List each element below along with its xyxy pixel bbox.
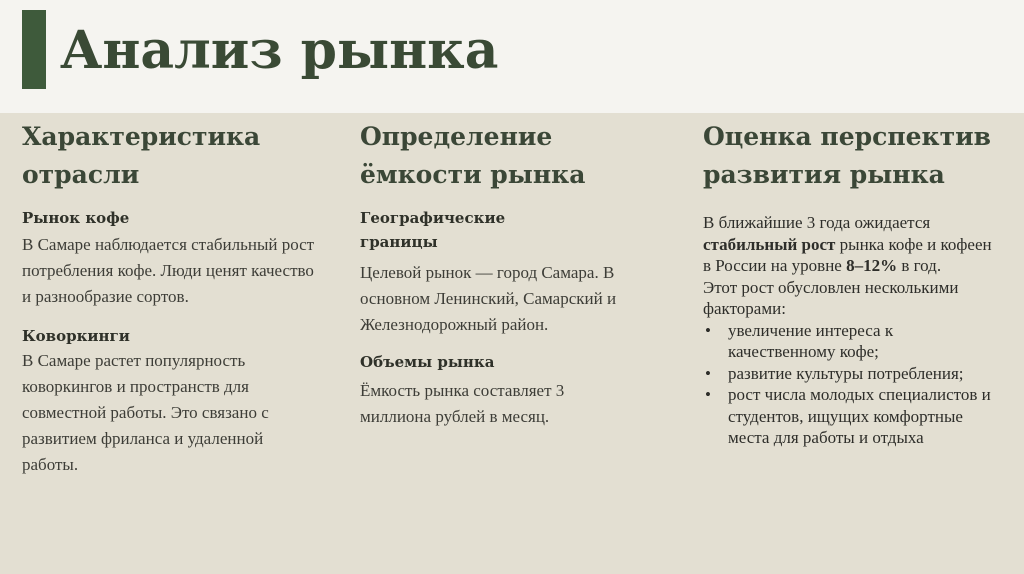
forecast-emphasis: стабильный рост (703, 234, 836, 254)
paragraph-growth-factors: Этот рост обусловлен несколькими факторами: (703, 277, 959, 318)
bullet-icon: • (705, 385, 711, 404)
subheading-geographic-boundaries: Географические границы (360, 209, 506, 251)
column-market-capacity (360, 118, 670, 430)
list-item (703, 363, 1003, 385)
subheading-market-volume: Объемы рынка (360, 353, 495, 371)
list-item (703, 384, 1003, 449)
page-title: Анализ рынка (60, 20, 499, 81)
forecast-text: в год. (897, 256, 942, 275)
paragraph-geographic-boundaries: Целевой рынок — город Самара. В основном Ленинский, Самарский и Железнодорожный район. (360, 263, 617, 334)
subheading-coffee-market: Рынок кофе (22, 209, 130, 227)
paragraph-coworking: В Самаре растет популярность коворкингов и пространств для совместной работы. Это связано с развитием фриланса и удаленной работы. (22, 351, 269, 474)
accent-bar (22, 10, 46, 89)
bullet-icon: • (705, 320, 711, 340)
header-band (0, 0, 1024, 113)
list-item-text: развитие культуры потребления; (728, 363, 964, 383)
list-item-text: увеличение интереса к качественному кофе; (728, 320, 894, 361)
paragraph-growth-forecast (703, 212, 993, 277)
growth-factors-list (703, 320, 1003, 449)
column-market-prospects (703, 118, 1003, 449)
forecast-text: рынка кофе и кофеен в России на уровне (703, 234, 992, 275)
paragraph-market-volume: Ёмкость рынка составляет 3 миллиона рублей в месяц. (360, 381, 565, 426)
list-item-text: рост числа молодых специалистов и студентов, ищущих комфортные места для работы и отдыха (728, 385, 991, 447)
forecast-text: В ближайшие 3 года ожидается (703, 213, 931, 232)
subheading-coworking: Коворкинги (22, 327, 130, 345)
forecast-percent: 8–12% (846, 256, 898, 275)
column-heading: Характеристика отрасли (22, 122, 261, 189)
column-heading: Определение ёмкости рынка (360, 122, 586, 189)
column-heading: Оценка перспектив развития рынка (703, 122, 991, 189)
paragraph-coffee-market: В Самаре наблюдается стабильный рост потребления кофе. Люди ценят качество и разнообразие сортов. (22, 235, 315, 306)
list-item (703, 320, 1003, 363)
bullet-icon: • (705, 363, 711, 383)
column-industry (22, 118, 332, 478)
